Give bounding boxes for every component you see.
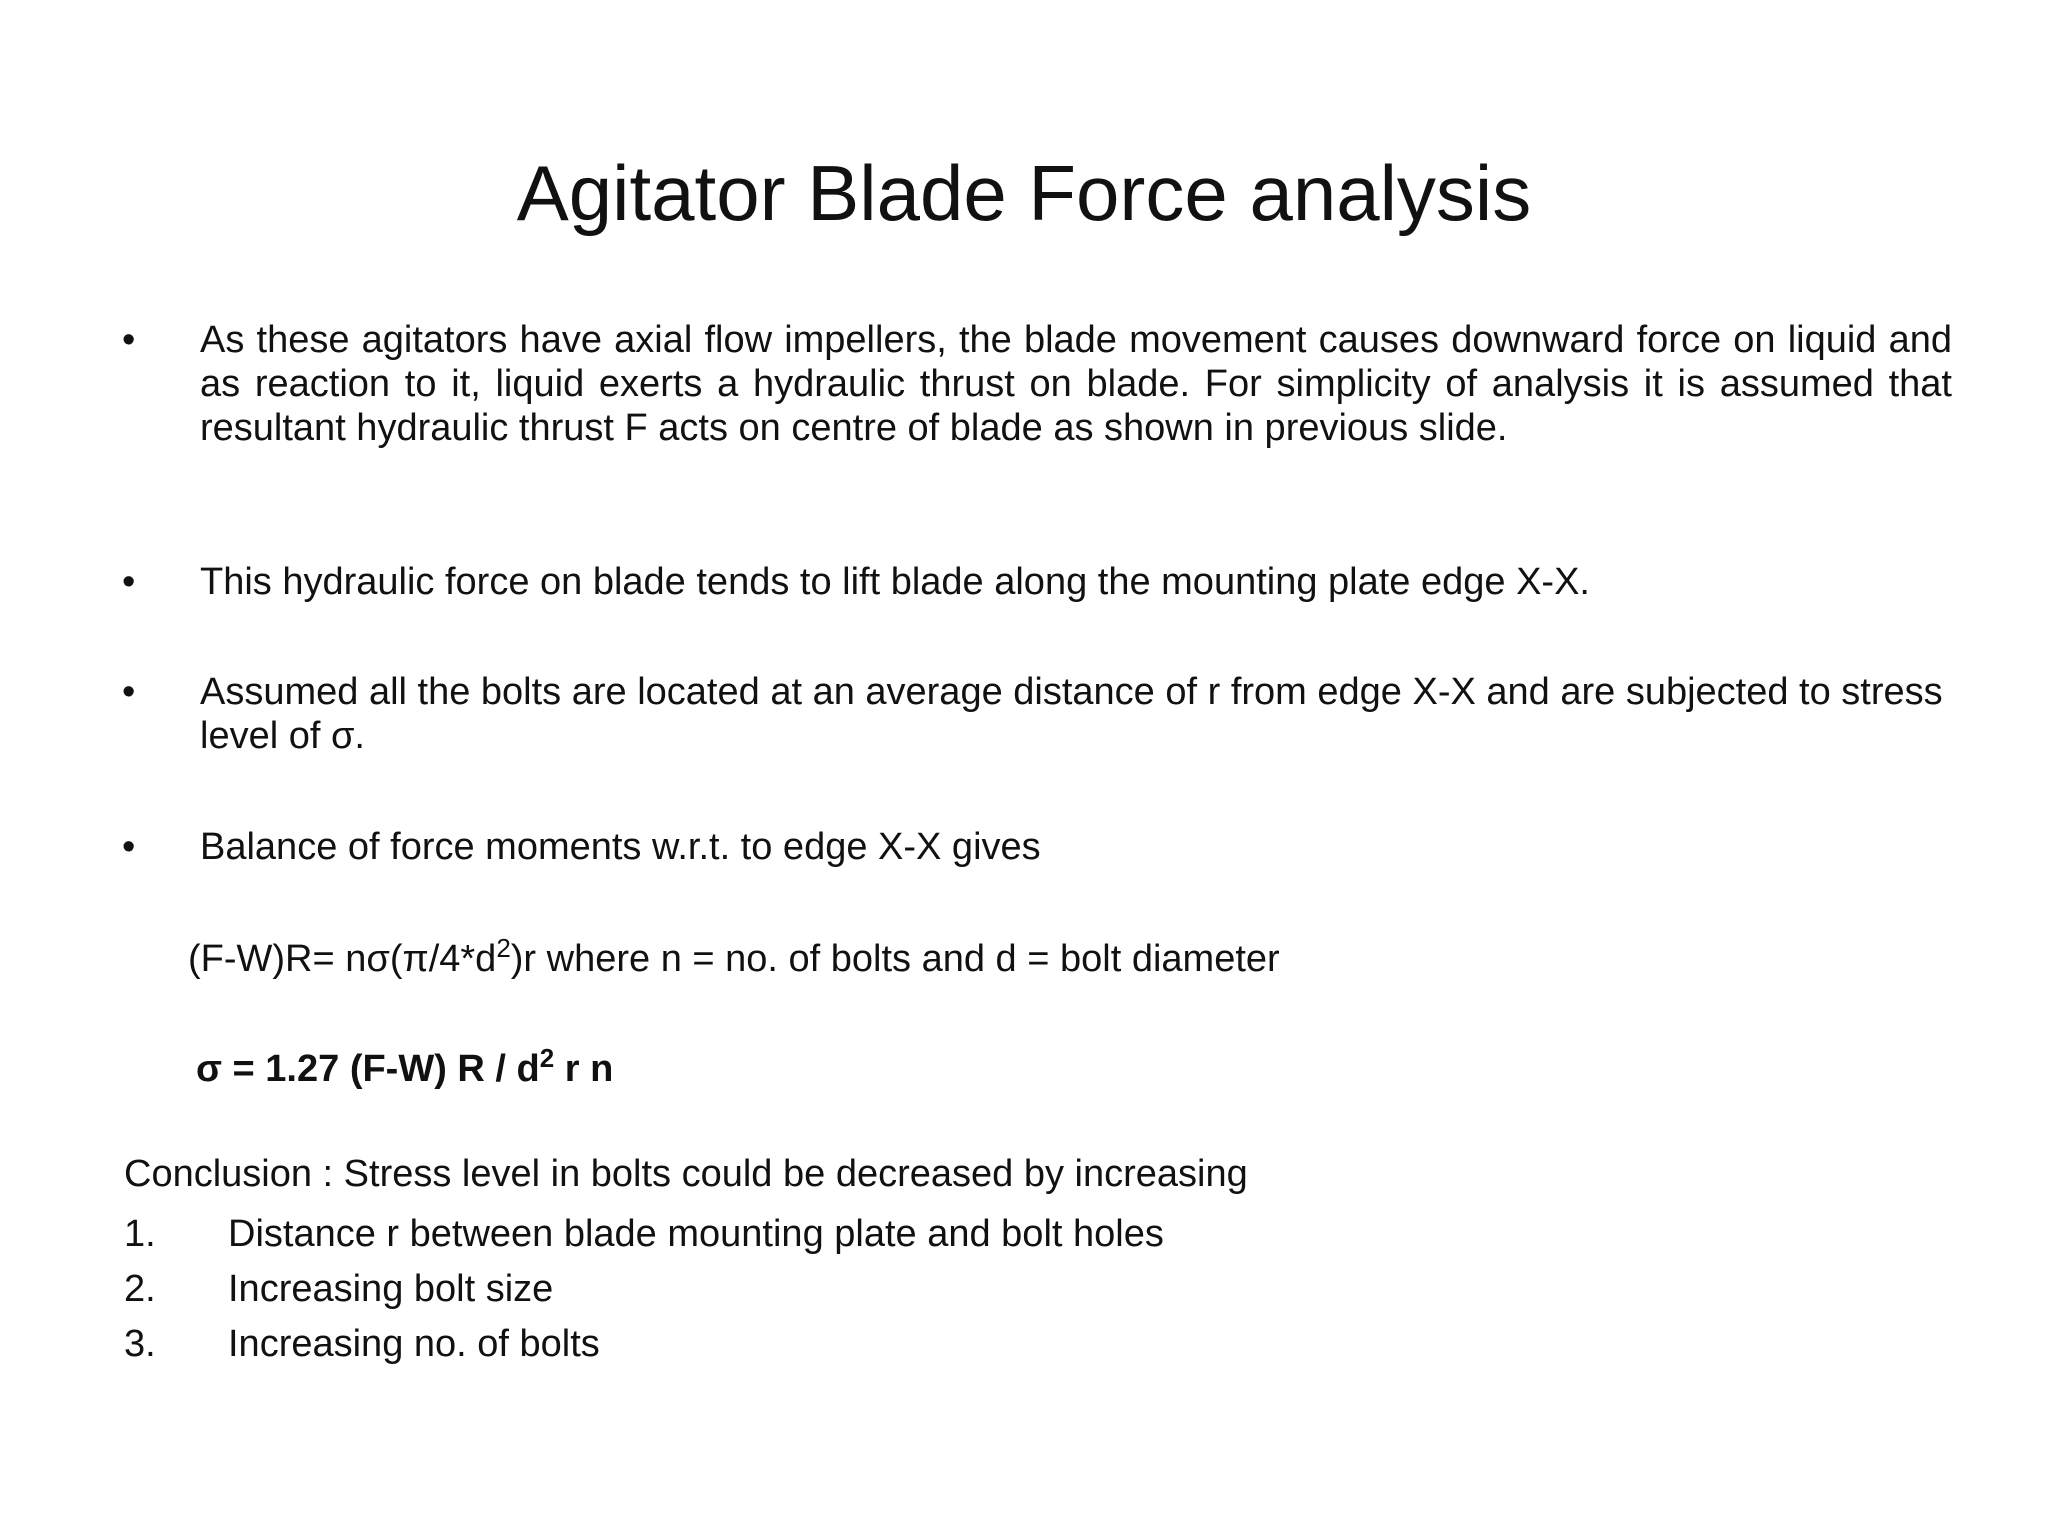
equation-part: (F-W)R= nσ(π/4*d <box>188 938 497 980</box>
equation-part: r n <box>554 1048 614 1090</box>
conclusion-list-item <box>124 1317 1924 1372</box>
conclusion-text: Conclusion : Stress level in bolts could be decreased by increasing <box>124 1153 1248 1195</box>
bullet-text: This hydraulic force on blade tends to lift blade along the mounting plate edge X-X. <box>200 561 1590 603</box>
equation-part: σ = 1.27 (F-W) R / d <box>196 1048 540 1090</box>
equation-superscript: 2 <box>496 933 511 963</box>
list-number: 2. <box>124 1268 156 1310</box>
bullet-marker: • <box>122 671 136 713</box>
bullet-item <box>122 560 1952 610</box>
bullet-text: Assumed all the bolts are located at an average distance of r from edge X-X and are subjected to stress level of σ. <box>200 671 1943 757</box>
bullet-item <box>122 825 1952 875</box>
list-item-text: Increasing bolt size <box>228 1268 554 1310</box>
slide-title: Agitator Blade Force analysis <box>516 149 1532 237</box>
bullet-item <box>122 318 1952 498</box>
list-number: 3. <box>124 1323 156 1365</box>
bullet-marker: • <box>122 561 136 603</box>
equation-part: )r where n = no. of bolts and d = bolt diameter <box>510 938 1280 980</box>
bullet-item <box>122 670 1952 770</box>
equation-superscript: 2 <box>539 1043 555 1073</box>
bullet-text: As these agitators have axial flow impellers, the blade movement causes downward force on liquid and as reaction to it, liquid exerts a hydraulic thrust on blade. For simplicity of analysis it is assumed that resultant hydraulic thrust F acts on centre of blade as shown in previous slide. <box>200 319 1952 449</box>
bullet-marker: • <box>122 319 136 361</box>
list-item-text: Increasing no. of bolts <box>228 1323 600 1365</box>
moment-balance-equation <box>188 933 1788 981</box>
stress-equation <box>196 1043 1796 1091</box>
bullet-marker: • <box>122 826 136 868</box>
list-item-text: Distance r between blade mounting plate and bolt holes <box>228 1213 1164 1255</box>
conclusion-list <box>124 1207 1924 1372</box>
conclusion-list-item <box>124 1207 1924 1262</box>
conclusion-list-item <box>124 1262 1924 1317</box>
bullet-text: Balance of force moments w.r.t. to edge X-X gives <box>200 826 1041 868</box>
list-number: 1. <box>124 1213 156 1255</box>
